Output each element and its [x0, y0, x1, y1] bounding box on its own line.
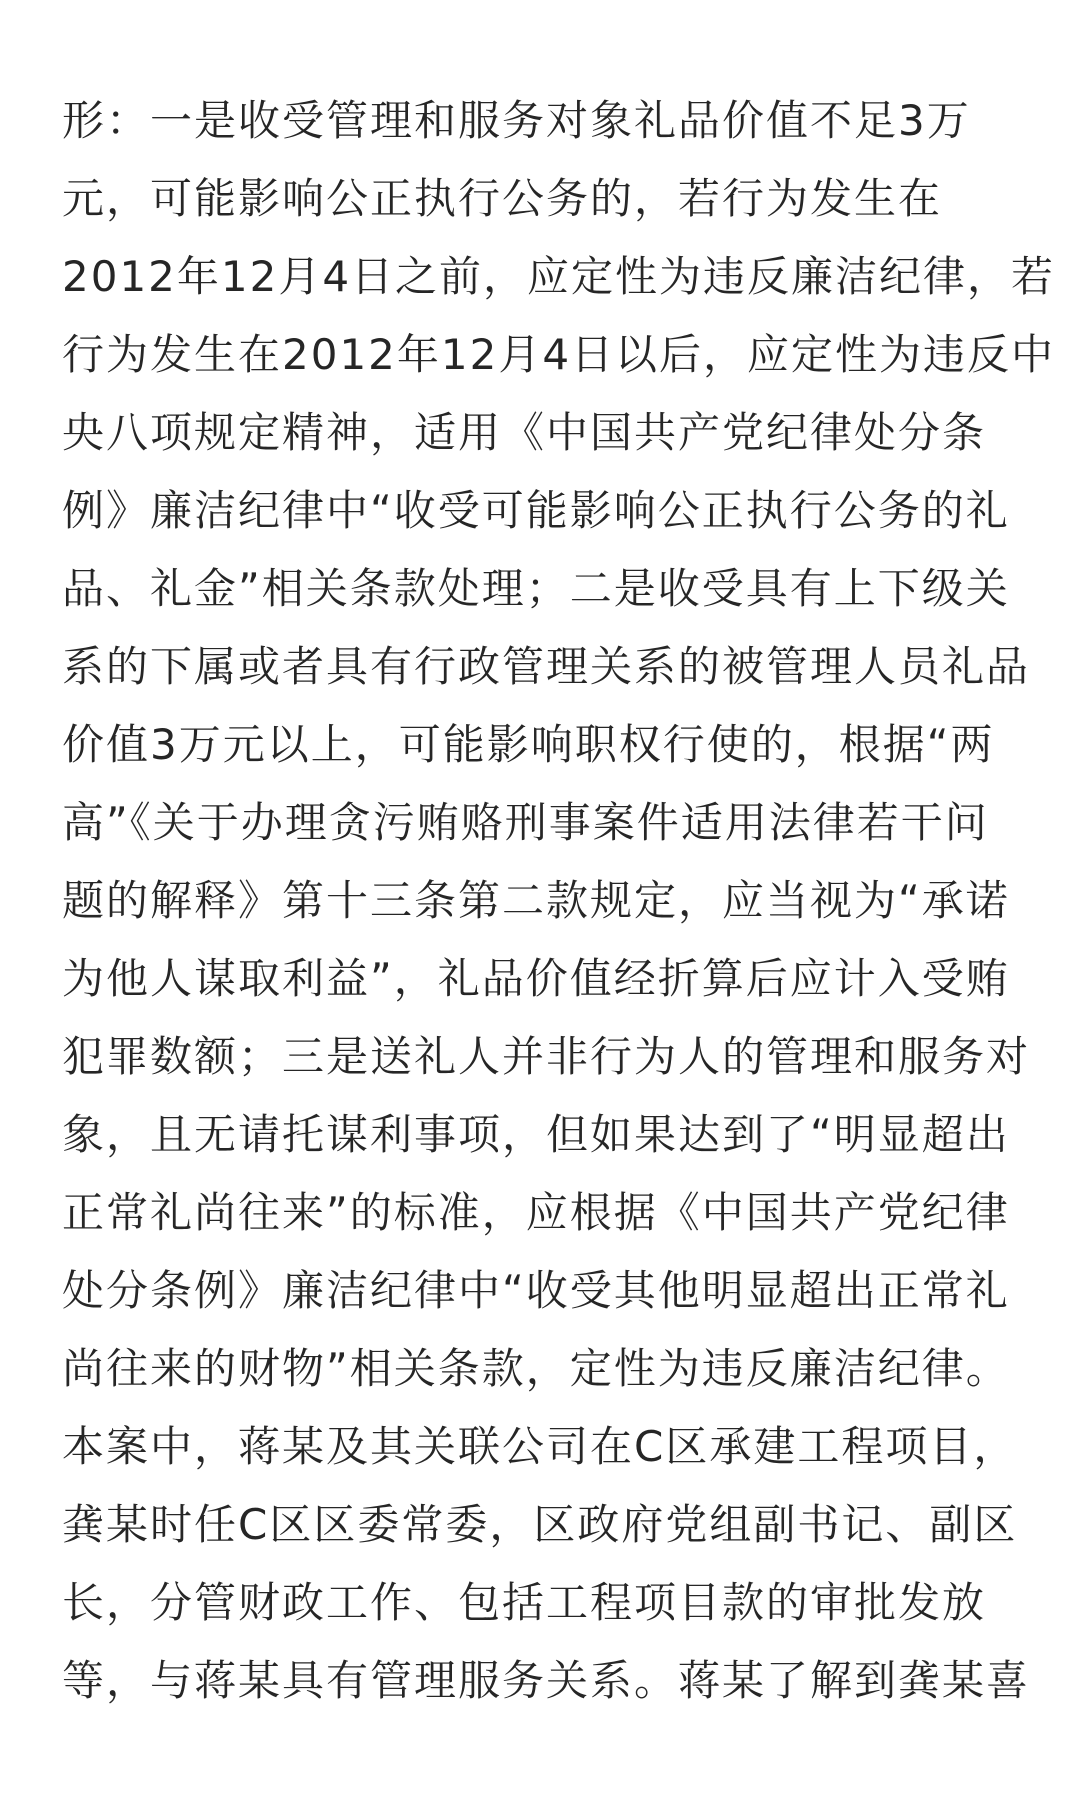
text-line: 题的解释》第十三条第二款规定，应当视为“承诺 [62, 876, 1010, 925]
text-line: 龚某时任C区区委常委，区政府党组副书记、副区 [62, 1500, 1018, 1549]
text-line: 高”《关于办理贪污贿赂刑事案件适用法律若干问 [62, 798, 989, 847]
text-line: 2012年12月4日之前，应定性为违反廉洁纪律，若 [62, 252, 1056, 301]
text-line: 例》廉洁纪律中“收受可能影响公正执行公务的礼 [62, 486, 1010, 535]
text-line: 长，分管财政工作、包括工程项目款的审批发放 [62, 1578, 987, 1627]
text-line: 象，且无请托谋利事项，但如果达到了“明显超出 [62, 1110, 1010, 1159]
text-line: 央八项规定精神，适用《中国共产党纪律处分条 [62, 408, 987, 457]
text-line: 系的下属或者具有行政管理关系的被管理人员礼品 [62, 642, 1031, 691]
text-line: 本案中，蒋某及其关联公司在C区承建工程项目， [62, 1422, 1018, 1471]
text-line: 为他人谋取利益”，礼品价值经折算后应计入受贿 [62, 954, 1010, 1003]
text-line: 等，与蒋某具有管理服务关系。蒋某了解到龚某喜 [62, 1656, 1031, 1705]
text-line: 尚往来的财物”相关条款，定性为违反廉洁纪律。 [62, 1344, 1010, 1393]
text-line: 价值3万元以上，可能影响职权行使的，根据“两 [62, 720, 995, 769]
text-line: 元，可能影响公正执行公务的，若行为发生在 [62, 174, 943, 223]
text-line: 品、礼金”相关条款处理；二是收受具有上下级关 [62, 564, 1010, 613]
text-line: 处分条例》廉洁纪律中“收受其他明显超出正常礼 [62, 1266, 1010, 1315]
article-body [62, 82, 1056, 1720]
text-line: 形：一是收受管理和服务对象礼品价值不足3万 [62, 96, 971, 145]
text-line: 行为发生在2012年12月4日以后，应定性为违反中 [62, 330, 1056, 379]
text-line: 犯罪数额；三是送礼人并非行为人的管理和服务对 [62, 1032, 1031, 1081]
text-line: 正常礼尚往来”的标准，应根据《中国共产党纪律 [62, 1188, 1010, 1237]
